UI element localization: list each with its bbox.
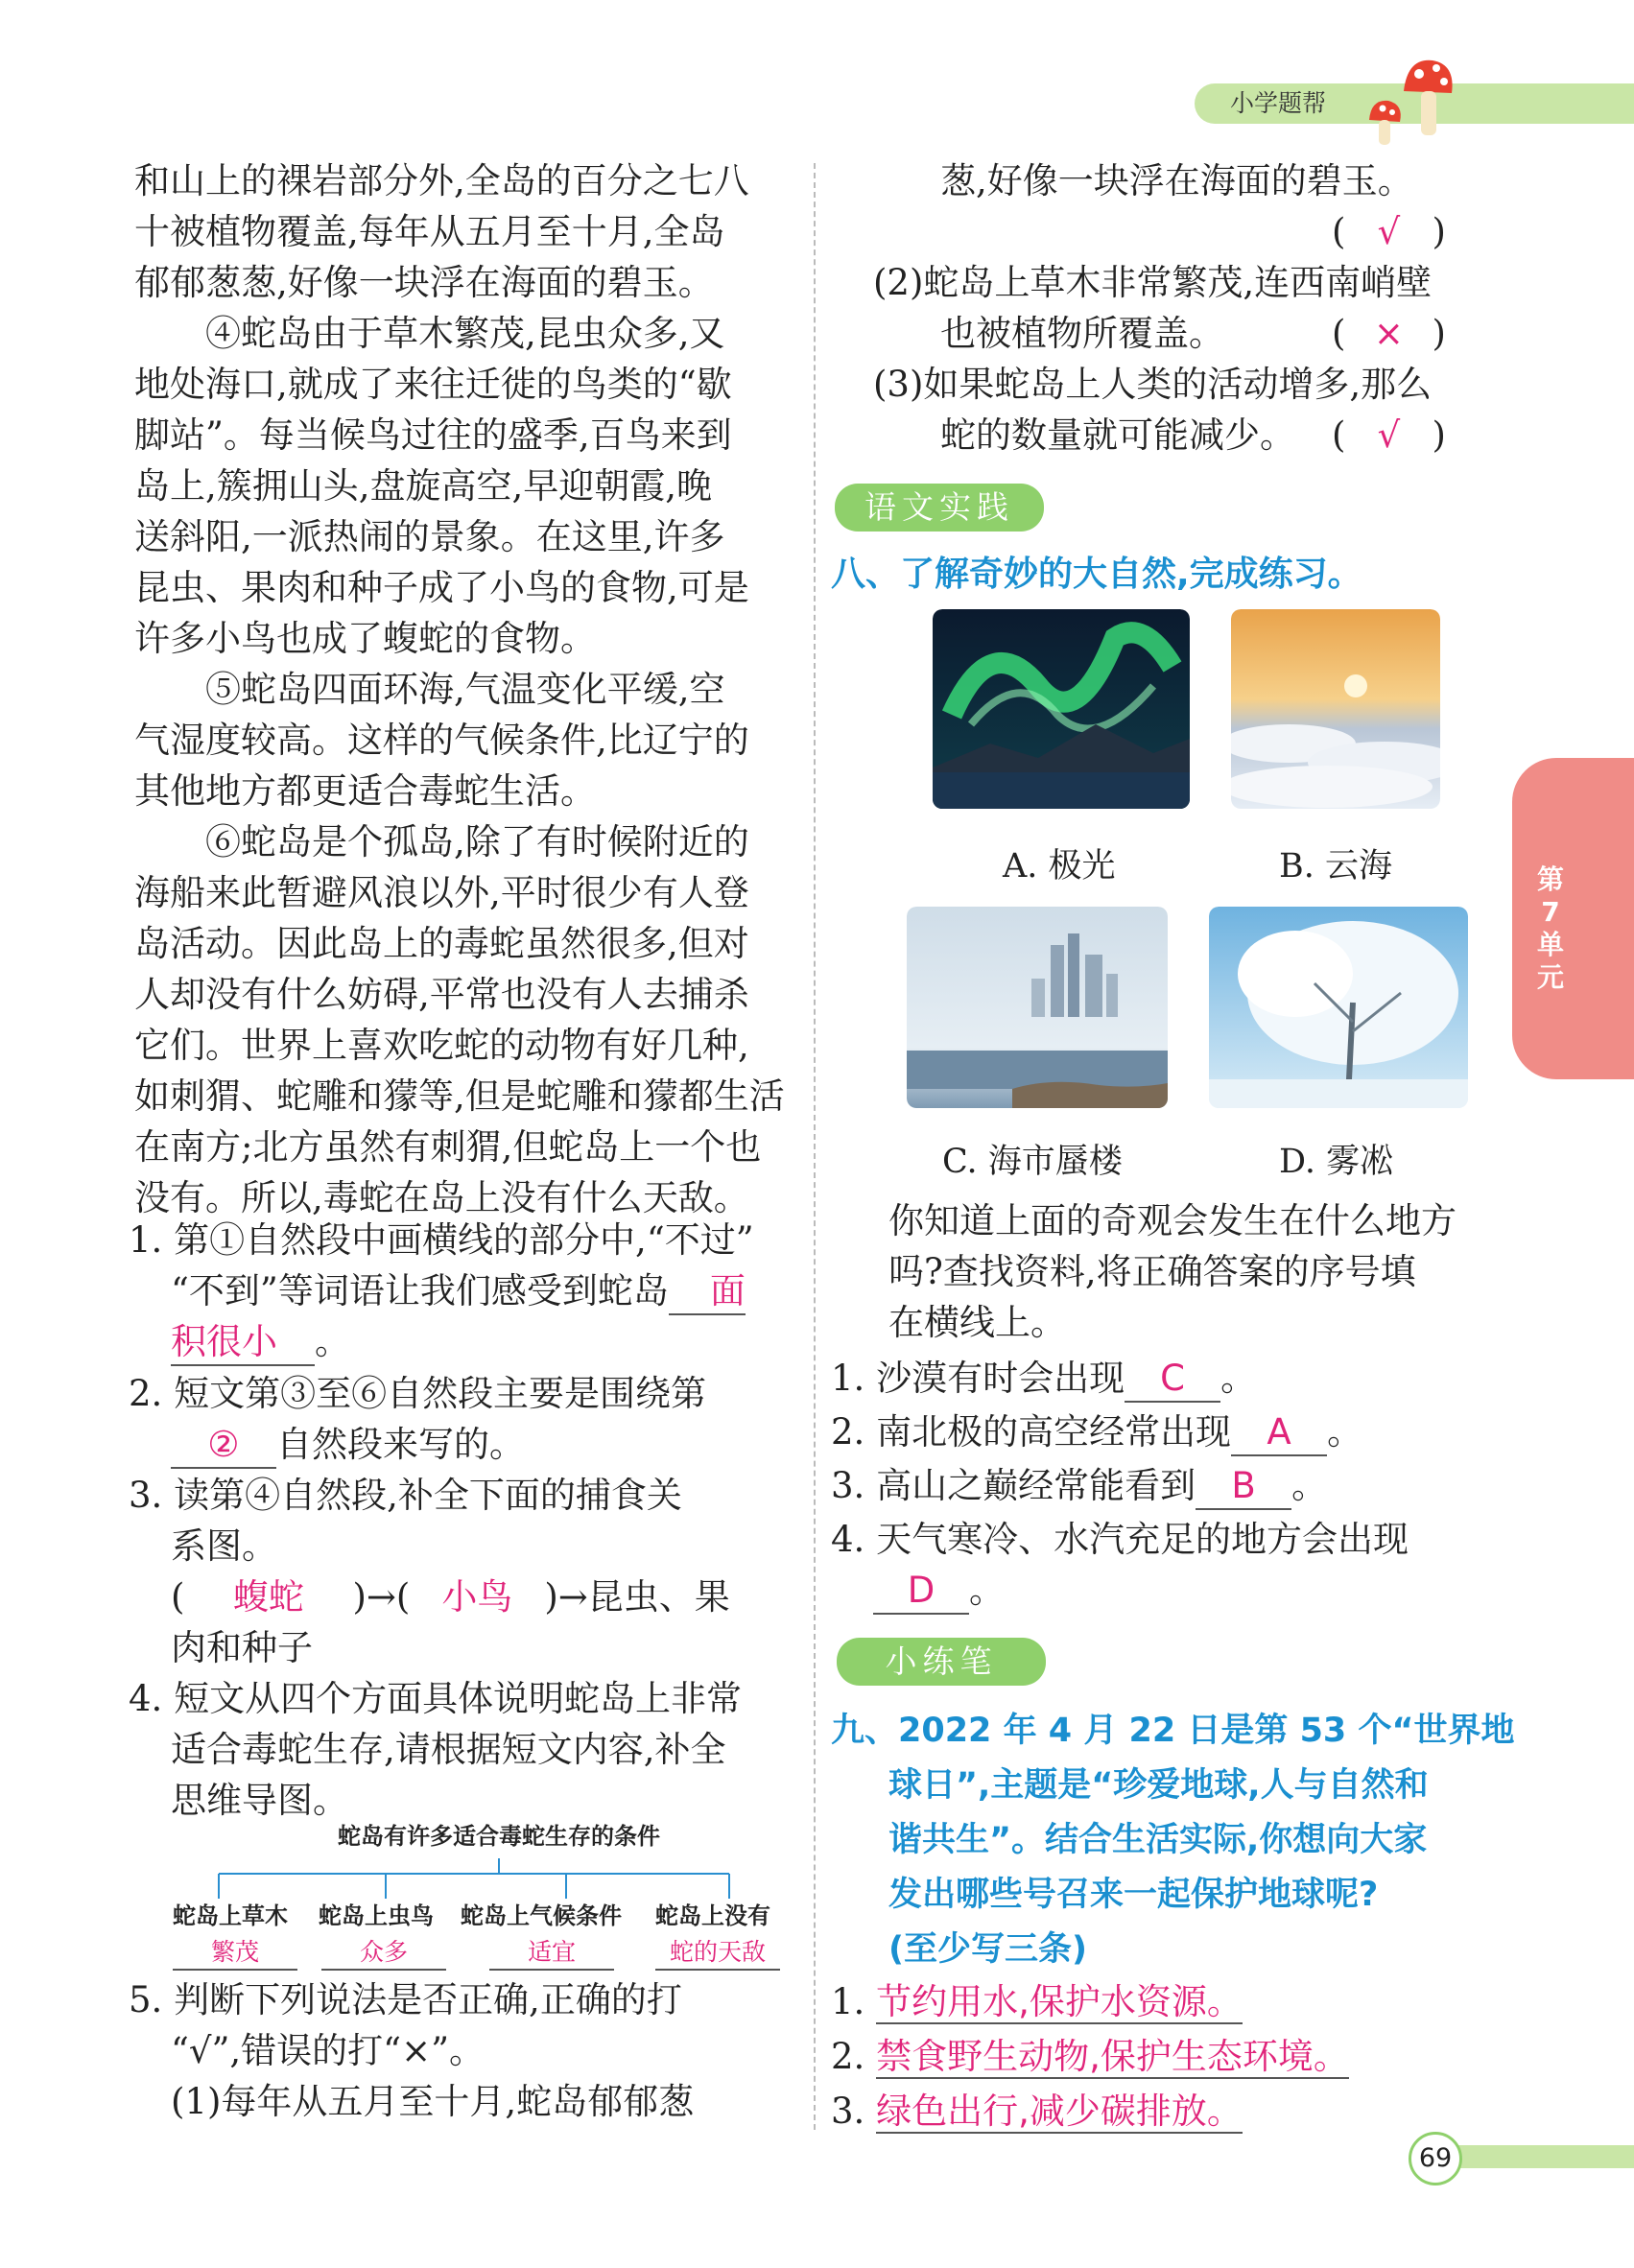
answer-blank[interactable]: D xyxy=(873,1569,969,1615)
answer-blank[interactable]: 积很小 xyxy=(171,1320,315,1366)
passage-line: ④蛇岛由于草木繁茂,昆虫众多,又 xyxy=(134,313,725,354)
passage-line: ⑤蛇岛四面环海,气温变化平缓,空 xyxy=(134,669,725,710)
question-4: 4. 短文从四个方面具体说明蛇岛上非常 适合毒蛇生存,请根据短文内容,补全 思维导图。 xyxy=(129,1673,819,1826)
judgement-answer[interactable]: √ xyxy=(1377,414,1401,456)
mindmap-connectors xyxy=(163,1856,825,1904)
aurora-image xyxy=(933,609,1190,809)
unit-tab-label: 第7单元 xyxy=(1536,863,1564,993)
fill-item: 3. 高山之巅经常能看到 B 。 xyxy=(831,1460,1503,1511)
caption-mirage: C. 海市蜃楼 xyxy=(942,1143,1123,1181)
passage-line: 和山上的裸岩部分外,全岛的百分之七八 xyxy=(134,160,749,201)
question-5: 5. 判断下列说法是否正确,正确的打 “√”,错误的打“×”。 (1)每年从五月至十月,蛇岛郁郁葱 xyxy=(129,1974,819,2127)
page-number: 69 xyxy=(1409,2132,1462,2185)
mirage-image xyxy=(907,907,1168,1108)
question-5-continued: 葱,好像一块浮在海面的碧玉。 ( √ ) (2)蛇岛上草木非常繁茂,连西南峭壁 也被植物所覆盖。 ( × ) (3)如果蛇岛上人类的活动增多,那么 蛇的数量就可能减少。 ( √ ) xyxy=(873,155,1497,461)
mindmap-node: 蛇岛上没有 xyxy=(655,1902,770,1929)
passage xyxy=(134,155,806,1223)
caption-sea-of-clouds: B. 云海 xyxy=(1279,847,1392,886)
passage-line: 地处海口,就成了来往迁徙的鸟类的“歇 xyxy=(134,364,732,405)
mindmap-node: 蛇岛上气候条件 xyxy=(461,1902,622,1929)
caption-rime: D. 雾凇 xyxy=(1279,1143,1394,1181)
question-1: 1. 第①自然段中画横线的部分中,“不过” “不到”等词语让我们感受到蛇岛 面 积很小 。 xyxy=(129,1215,819,1367)
answer-blank[interactable]: A xyxy=(1231,1410,1327,1456)
judgement-answer[interactable]: √ xyxy=(1377,211,1401,252)
passage-line: 许多小鸟也成了蝮蛇的食物。 xyxy=(134,618,596,659)
answer-blank[interactable]: B xyxy=(1196,1464,1291,1510)
mindmap-answer[interactable]: 繁茂 xyxy=(173,1936,297,1971)
judgement-2: 也被植物所覆盖。 ( × ) xyxy=(873,308,1497,359)
question-2-text: 2. 短文第③至⑥自然段主要是围绕第 xyxy=(129,1373,707,1414)
answer-blank[interactable]: 小鸟 xyxy=(441,1576,513,1618)
food-chain: ( 蝮蛇 )→( 小鸟 )→昆虫、果 xyxy=(129,1571,819,1622)
question-1-text: 1. 第①自然段中画横线的部分中,“不过” xyxy=(129,1219,754,1261)
passage-line: 郁郁葱葱,好像一块浮在海面的碧玉。 xyxy=(134,262,714,303)
question-2: 2. 短文第③至⑥自然段主要是围绕第 ② 自然段来写的。 xyxy=(129,1368,819,1470)
section-8-prompt: 你知道上面的奇观会发生在什么地方 吗?查找资料,将正确答案的序号填 在横线上。 xyxy=(888,1200,1456,1343)
caption-aurora: A. 极光 xyxy=(1003,847,1116,886)
fill-item: D 。 xyxy=(831,1565,1503,1616)
passage-line: 岛活动。因此岛上的毒蛇虽然很多,但对 xyxy=(134,923,749,964)
section-8-answers xyxy=(831,1353,1503,1616)
written-answer: 3. 绿色出行,减少碳排放。 xyxy=(831,2091,1243,2132)
mindmap-title: 蛇岛有许多适合毒蛇生存的条件 xyxy=(338,1823,660,1850)
passage-line: 十被植物覆盖,每年从五月至十月,全岛 xyxy=(134,211,725,252)
passage-line: 其他地方都更适合毒蛇生活。 xyxy=(134,770,596,812)
section-badge-practice: 语文实践 xyxy=(835,484,1044,532)
answer-blank[interactable]: 蝮蛇 xyxy=(232,1576,304,1618)
judgement-3: 蛇的数量就可能减少。 ( √ ) xyxy=(873,410,1497,461)
answer-blank[interactable]: ② xyxy=(171,1423,276,1469)
question-3: 3. 读第④自然段,补全下面的捕食关 系图。 ( 蝮蛇 )→( 小鸟 )→昆虫、果 肉和种子 xyxy=(129,1470,819,1673)
fill-item: 1. 沙漠有时会出现 C 。 xyxy=(831,1353,1503,1404)
passage-line: 人却没有什么妨碍,平常也没有人去捕杀 xyxy=(134,974,749,1015)
passage-line: 没有。所以,毒蛇在岛上没有什么天敌。 xyxy=(134,1177,749,1218)
mindmap-node: 蛇岛上草木 xyxy=(173,1902,288,1929)
passage-line: 送斜阳,一派热闹的景象。在这里,许多 xyxy=(134,516,725,557)
judgement-answer[interactable]: × xyxy=(1373,313,1404,354)
mushroom-icon xyxy=(1348,53,1463,149)
section-badge-writing: 小练笔 xyxy=(837,1638,1046,1686)
answer-blank[interactable]: 面 xyxy=(669,1269,746,1315)
section-9-heading: 九、2022 年 4 月 22 日是第 53 个“世界地 球日”,主题是“珍爱地球,人与自然和 谐共生”。结合生活实际,你想向大家 发出哪些号召来一起保护地球呢? (至少写三条) xyxy=(831,1712,1515,1969)
written-answer: 1. 节约用水,保护水资源。 xyxy=(831,1981,1243,2022)
judgement-1: ( √ ) xyxy=(873,206,1497,257)
page-number-bar xyxy=(1449,2145,1634,2168)
passage-line: 昆虫、果肉和种子成了小鸟的食物,可是 xyxy=(134,567,749,608)
passage-line: 它们。世界上喜欢吃蛇的动物有好几种, xyxy=(134,1025,749,1066)
brand-label: 小学题帮 xyxy=(1230,89,1327,117)
passage-line: 如刺猬、蛇雕和獴等,但是蛇雕和獴都生活 xyxy=(134,1075,785,1117)
passage-line: 海船来此暂避风浪以外,平时很少有人登 xyxy=(134,872,749,913)
sea-of-clouds-image xyxy=(1231,609,1440,809)
passage-line: 岛上,簇拥山头,盘旋高空,早迎朝霞,晚 xyxy=(134,465,713,507)
mindmap-answer[interactable]: 适宜 xyxy=(489,1936,614,1971)
passage-line: ⑥蛇岛是个孤岛,除了有时候附近的 xyxy=(134,821,749,862)
rime-image xyxy=(1209,907,1468,1108)
written-answer: 2. 禁食野生动物,保护生态环境。 xyxy=(831,2036,1349,2077)
question-5-text: 5. 判断下列说法是否正确,正确的打 xyxy=(129,1979,682,2020)
section-8-heading: 八、了解奇妙的大自然,完成练习。 xyxy=(831,555,1362,594)
mindmap-node: 蛇岛上虫鸟 xyxy=(319,1902,434,1929)
question-4-text: 4. 短文从四个方面具体说明蛇岛上非常 xyxy=(129,1678,743,1719)
fill-item: 2. 南北极的高空经常出现 A 。 xyxy=(831,1406,1503,1457)
question-3-text: 3. 读第④自然段,补全下面的捕食关 xyxy=(129,1475,682,1516)
question-1-text: “不到”等词语让我们感受到蛇岛 面 xyxy=(129,1265,819,1316)
fill-item: 4. 天气寒冷、水汽充足的地方会出现 xyxy=(831,1519,1409,1560)
answer-blank[interactable]: C xyxy=(1125,1357,1220,1403)
passage-line: 在南方;北方虽然有刺猬,但蛇岛上一个也 xyxy=(134,1126,762,1168)
mindmap-answer[interactable]: 蛇的天敌 xyxy=(655,1936,780,1971)
passage-line: 气湿度较高。这样的气候条件,比辽宁的 xyxy=(134,720,749,761)
mindmap-answer[interactable]: 众多 xyxy=(321,1936,446,1971)
passage-line: 脚站”。每当候鸟过往的盛季,百鸟来到 xyxy=(134,414,732,456)
section-9-answers xyxy=(831,1974,1503,2138)
